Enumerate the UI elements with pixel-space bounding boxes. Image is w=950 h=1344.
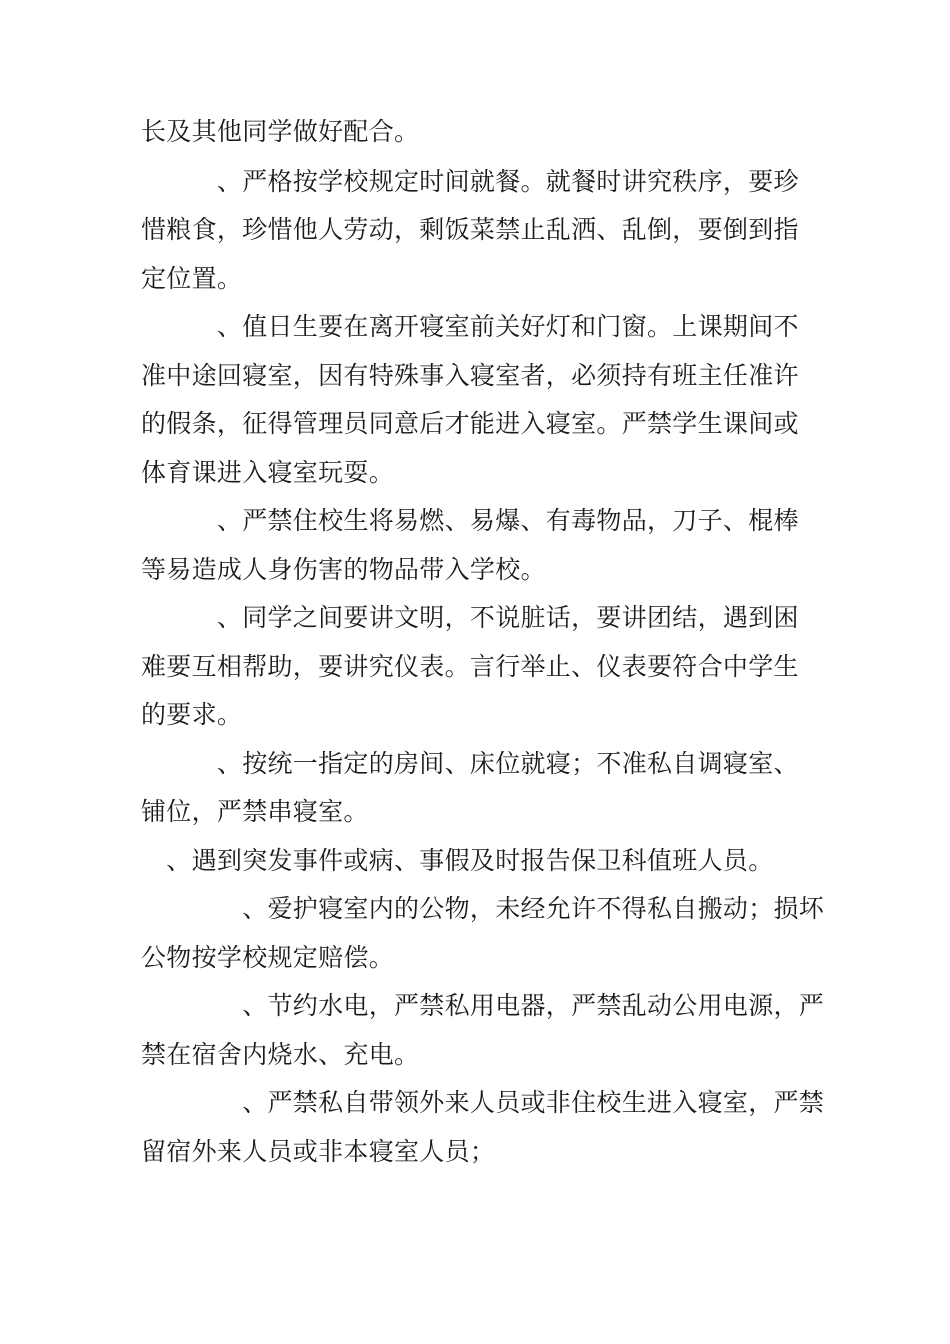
text-line: 、同学之间要讲文明，不说脏话，要讲团结，遇到困	[141, 603, 799, 632]
paragraph	[141, 740, 831, 837]
paragraph	[141, 303, 831, 497]
document-body	[141, 108, 831, 1176]
text-line: 长及其他同学做好配合。	[141, 117, 420, 146]
text-line: 禁在宿舍内烧水、充电。	[141, 1039, 420, 1069]
paragraph	[141, 108, 831, 157]
text-line: 、严禁私自带领外来人员或非住校生进入寝室，严禁	[141, 1088, 825, 1117]
paragraph	[141, 594, 831, 740]
text-line: 难要互相帮助，要讲究仪表。言行举止、仪表要符合中学生	[141, 651, 799, 681]
paragraph	[141, 837, 831, 886]
text-line: 、遇到突发事件或病、事假及时报告保卫科值班人员。	[141, 845, 774, 875]
text-line: 惜粮食，珍惜他人劳动，剩饭菜禁止乱洒、乱倒，要倒到指	[141, 215, 799, 244]
text-line: 、节约水电，严禁私用电器，严禁乱动公用电源，严	[141, 991, 825, 1020]
text-line: 等易造成人身伤害的物品带入学校。	[141, 554, 546, 584]
text-line: 、值日生要在离开寝室前关好灯和门窗。上课期间不	[141, 312, 799, 341]
text-line: 体育课进入寝室玩耍。	[141, 457, 395, 487]
text-line: 、严格按学校规定时间就餐。就餐时讲究秩序，要珍	[141, 166, 799, 196]
paragraph	[141, 885, 831, 982]
text-line: 、严禁住校生将易燃、易爆、有毒物品，刀子、棍棒	[141, 506, 799, 535]
paragraph	[141, 158, 831, 304]
paragraph	[141, 982, 831, 1079]
text-line: 留宿外来人员或非本寝室人员；	[141, 1136, 496, 1166]
text-line: 公物按学校规定赔偿。	[141, 942, 395, 972]
text-line: 铺位，严禁串寝室。	[141, 797, 369, 826]
text-line: 定位置。	[141, 263, 243, 293]
text-line: 、按统一指定的房间、床位就寝；不准私自调寝室、	[141, 748, 799, 778]
paragraph	[141, 1079, 831, 1176]
paragraph	[141, 497, 831, 594]
text-line: 的要求。	[141, 700, 243, 729]
text-line: 、爱护寝室内的公物，未经允许不得私自搬动；损坏	[141, 894, 825, 923]
text-line: 的假条，征得管理员同意后才能进入寝室。严禁学生课间或	[141, 409, 799, 438]
text-line: 准中途回寝室，因有特殊事入寝室者，必须持有班主任准许	[141, 360, 799, 390]
